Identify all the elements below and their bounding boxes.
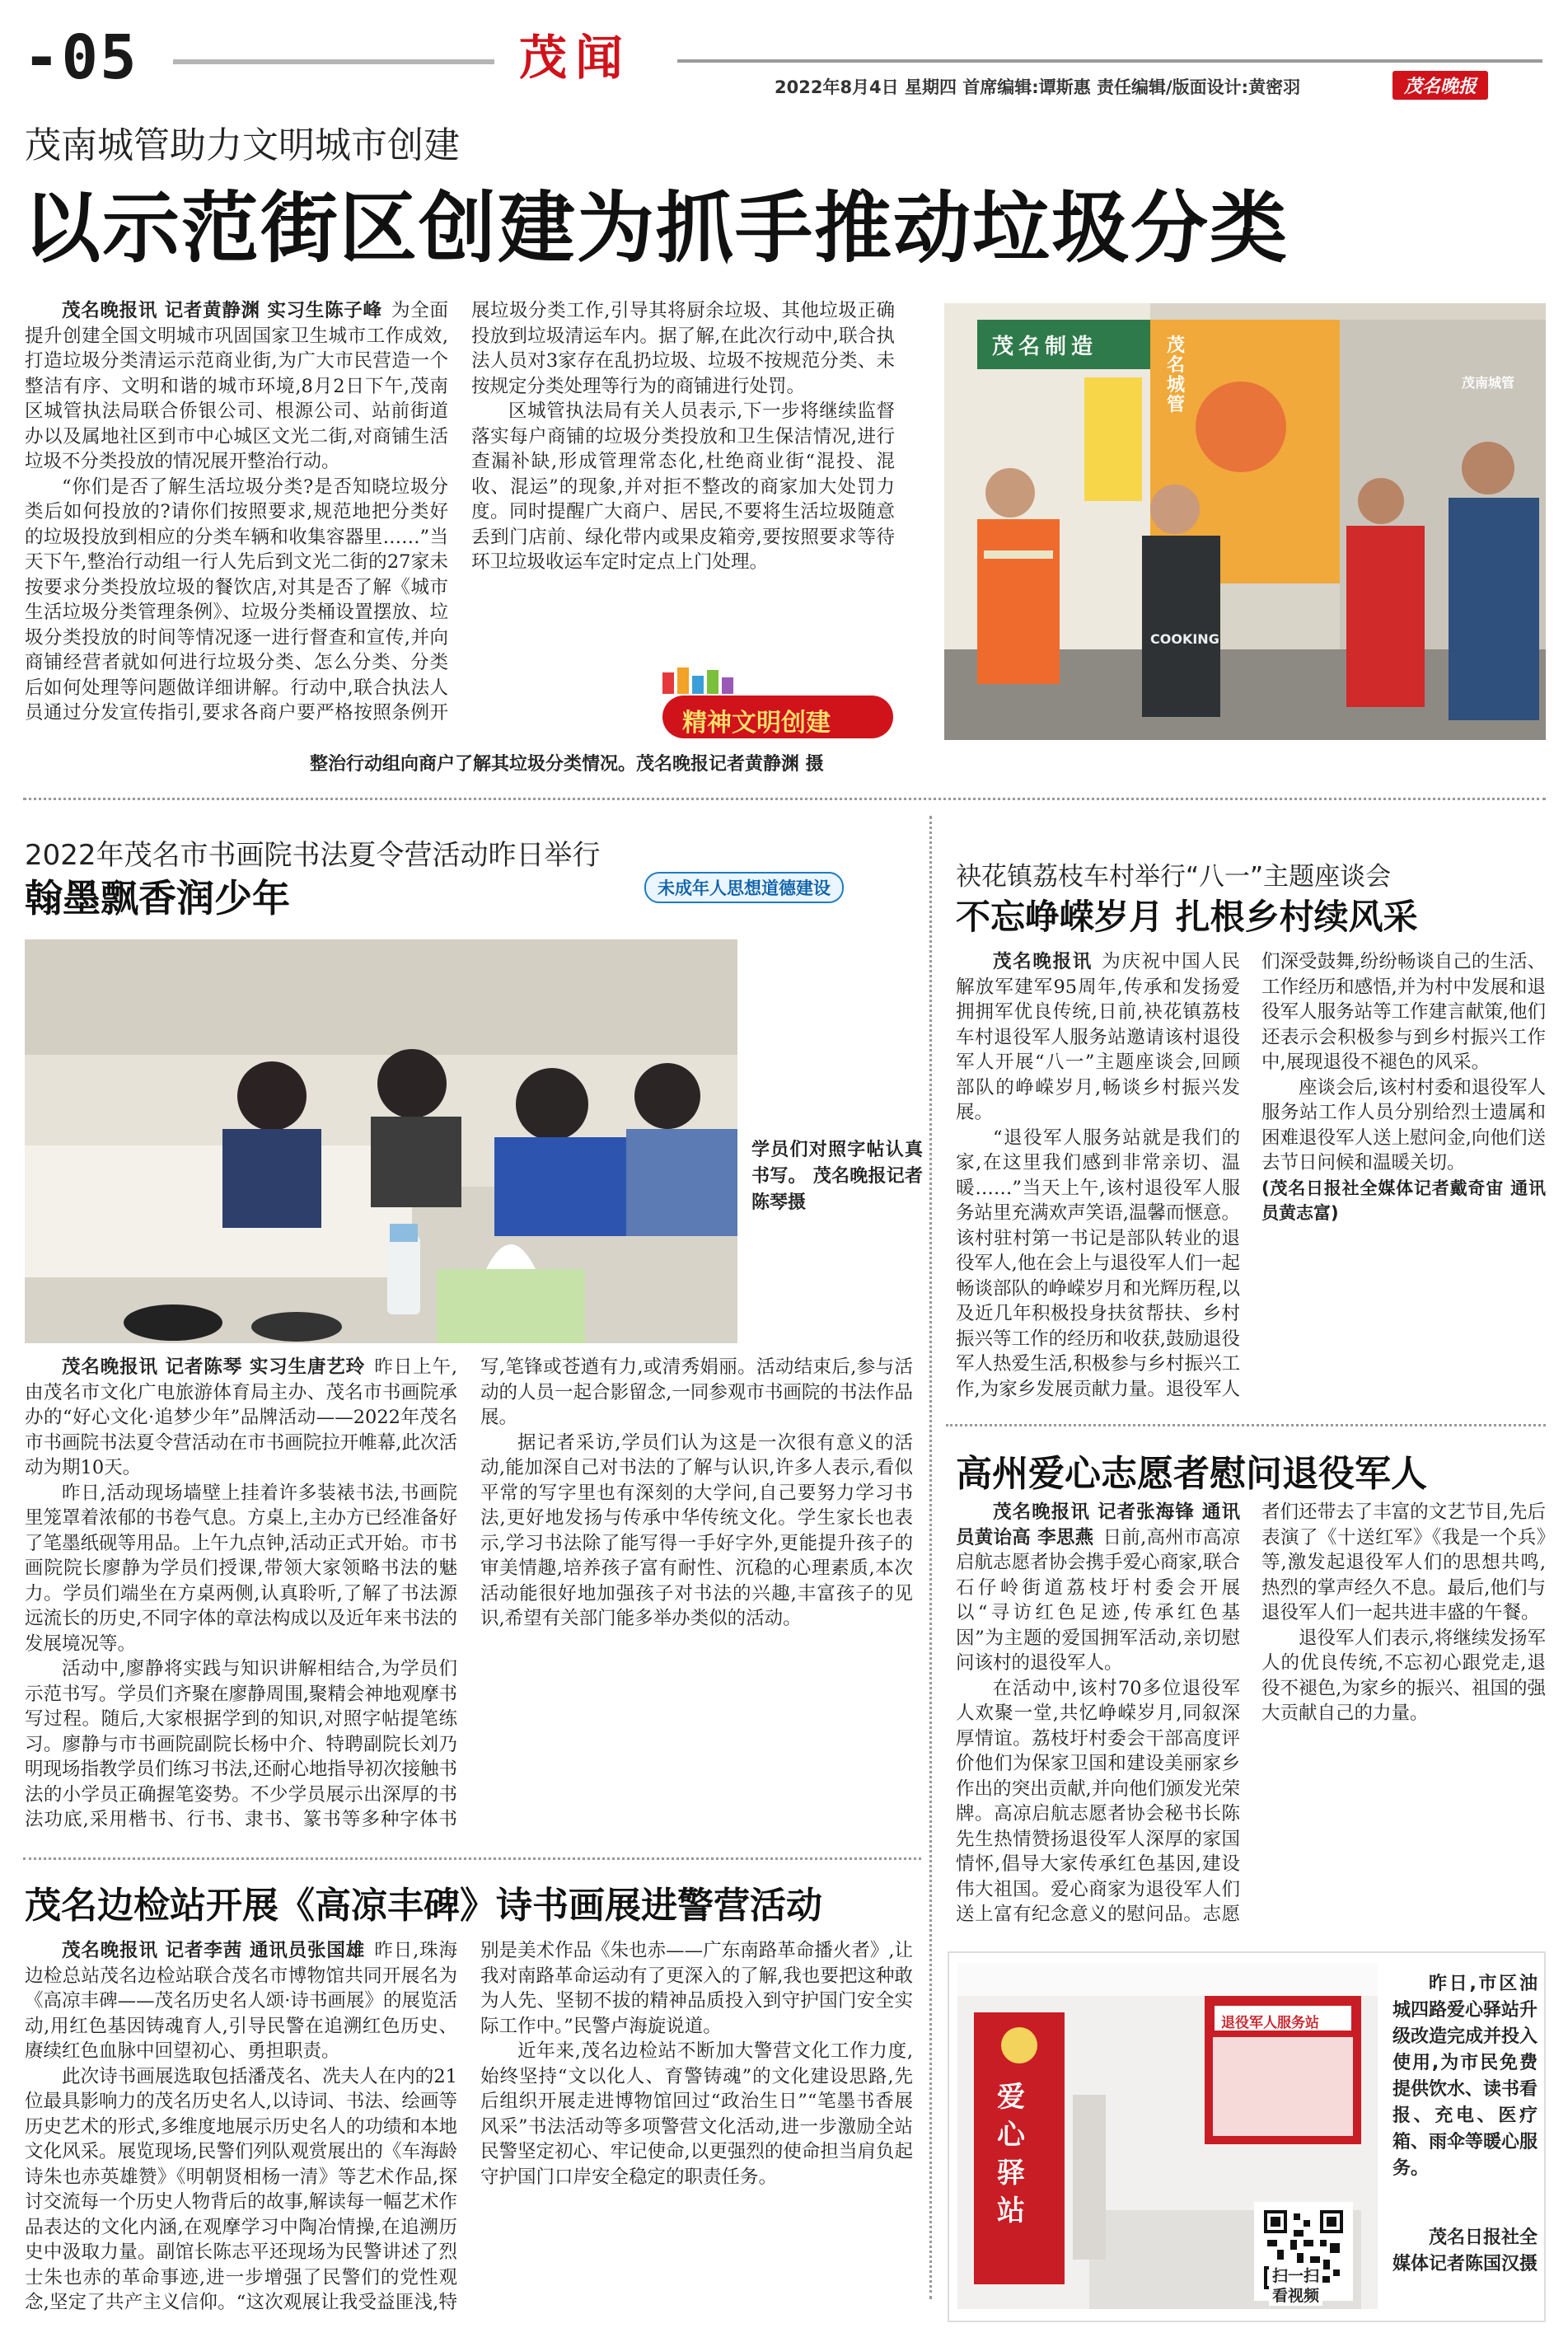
calligraphy-caption: 学员们对照字帖认真书写。 茂名晚报记者陈琴摄 <box>751 1140 923 1213</box>
post-station-caption: 昨日,市区油城四路爱心驿站升级改造完成并投入使用,为市民免费提供饮水、读书看报、充电、医疗箱、雨伞等暖心服务。 <box>1392 1974 1538 2179</box>
border-headline: 茂名边检站开展《高凉丰碑》诗书画展进警营活动 <box>25 1885 822 1927</box>
page-number: -05 <box>23 22 138 93</box>
masthead-rule-left <box>173 59 494 64</box>
bayi-paragraph: “退役军人服务站就是我们的家,在这里我们感到非常亲切、温暖……”当天上午,该村退役军人服务站里充满欢声笑语,温馨而惬意。该村驻村第一书记是部队转业的退役军人,他在会上与退役军人们一起畅谈部队的峥嵘岁月和光辉历程,以及近几年积极投身扶贫帮扶、乡村振兴等工作的经历和收获,鼓励退役军人热爱生活,积极参与乡村振兴工作,为家乡发展贡献力量。退役军人们深受鼓舞,纷纷畅谈自己的生活、工作经历和感悟,并为村中发展和退役军人服务站等工作建言献策,他们还表示会积极参与到乡村振兴工作中,展现退役不褪色的风采。 <box>956 951 1546 1400</box>
bayi-body <box>956 949 1546 1408</box>
bayi-paragraph: 座谈会后,该村村委和退役军人服务站工作人员分别给烈士遗属和困难退役军人送上慰问金,向他们送去节日问候和温暖关切。 <box>1261 1076 1546 1173</box>
calligraphy-byline: 茂名晚报讯 记者陈琴 实习生唐艺玲 <box>62 1356 366 1378</box>
qr-label: 扫一扫 <box>1269 2266 1322 2286</box>
photo-vest-text: COOKING <box>1150 631 1219 647</box>
qr-label: 看视频 <box>1269 2286 1322 2306</box>
calligraphy-tag: 未成年人思想道德建设 <box>644 872 844 903</box>
bayi-kicker: 袂花镇荔枝车村举行“八一”主题座谈会 <box>956 862 1392 892</box>
bayi-source: (茂名日报社全媒体记者戴奇宙 通讯员黄志富) <box>1261 1178 1546 1223</box>
lead-paragraph: “你们是否了解生活垃圾分类?是否知晓垃圾分类后如何投放的?请你们按照要求,规范地把分类好的垃圾投放到相应的分类车辆和收集容器里……”当天下午,整治行动组一行人先后到文光二街的27家未按要求分类投放垃圾的餐饮店,对其是否了解《城市生活垃圾分类管理条例》、垃圾分类桶设置摆放、垃圾分类投放的时间等情况逐一进行督查和宣传,并向商铺经营者就如何进行垃圾分类、怎么分类、分类后如何处理等问题做详细讲解。行动中,联合执法人员通过分发宣传指引,要求各商户要严格按照条例开展垃圾分类工作,引导其将厨余垃圾、其他垃圾正确投放到垃圾清运车内。据了解,在此次行动中,联合执法人员对3家存在乱扔垃圾、垃圾不按规范分类、未按规定分类处理等行为的商铺进行处罚。 <box>25 300 895 724</box>
calligraphy-paragraph: 据记者采访,学员们认为这是一次很有意义的活动,能加深自己对书法的了解与认识,许多人表示,看似平常的写字里也有深刻的大学问,自己要努力学习书法,更好地发扬与传承中华传统文化。学生家长也表示,学习书法除了能写得一手好字外,更能提升孩子的审美情趣,培养孩子富有耐性、沉稳的心理素质,本次活动能很好地加强孩子对书法的兴趣,丰富孩子的见识,希望有关部门能多举办类似的活动。 <box>480 1431 913 1629</box>
photo-sign: 茂名制造 <box>992 335 1098 359</box>
bayi-headline: 不忘峥嵘岁月 扎根乡村续风采 <box>956 897 1418 937</box>
lead-paragraph: 为全面提升创建全国文明城市巩固国家卫生城市工作成效,打造垃圾分类清运示范商业街,为广大市民营造一个整洁有序、文明和谐的城市环境,8月2日下午,茂南区城管执法局联合侨银公司、根源公司、站前街道办以及属地社区到市中心城区文光二街,对商铺生活垃圾不分类投放的情况展开整治行动。 <box>25 300 448 472</box>
calligraphy-paragraph: 昨日上午,由茂名市文化广电旅游体育局主办、茂名市书画院承办的“好心文化·追梦少年”品牌活动——2022年茂名市书画院书法夏令营活动在市书画院拉开帷幕,此次活动为期10天。 <box>25 1356 458 1478</box>
street-inspection-photo-icon <box>944 303 1546 740</box>
masthead-rule-right <box>677 59 1542 63</box>
border-paragraph: 昨日,珠海边检总站茂名边检站联合茂名市博物馆共同开展名为《高凉丰碑——茂名历史名人颂·诗书画展》的展览活动,用红色基因铸魂育人,引导民警在追溯红色历史、赓续红色血脉中回望初心、勇担职责。 <box>25 1940 458 2062</box>
lead-paragraph: 区城管执法局有关人员表示,下一步将继续监督落实每户商铺的垃圾分类投放和卫生保洁情况,进行查漏补缺,形成管理常态化,杜绝商业街“混投、混收、混运”的现象,并对拒不整改的商家加大处罚力度。同时提醒广大商户、居民,不要将生活垃圾随意丢到门店前、绿化带内或果皮箱旁,要按照要求等待环卫垃圾收运车定时定点上门处理。 <box>471 400 895 573</box>
lead-caption: 整治行动组向商户了解其垃圾分类情况。茂名晚报记者黄静渊 摄 <box>310 754 824 775</box>
divider <box>23 1857 921 1860</box>
post-station-photo <box>957 1963 1378 2309</box>
calligraphy-photo <box>25 939 737 1343</box>
newspaper-logo: 茂名晚报 <box>1392 71 1488 100</box>
column-divider <box>929 816 932 2299</box>
badge-label: 精神文明创建 <box>682 709 831 738</box>
lead-headline: 以示范街区创建为抓手推动垃圾分类 <box>23 184 1290 274</box>
lead-photo <box>944 303 1546 740</box>
calligraphy-body <box>25 1355 913 1849</box>
calligraphy-paragraph: 昨日,活动现场墙壁上挂着许多装裱书法,书画院里笼罩着浓郁的书卷气息。方桌上,主办方已经准备好了笔墨纸砚等用品。上午九点钟,活动正式开始。市书画院院长廖静为学员们授课,带领大家领略书法的魅力。学员们端坐在方桌两侧,认真聆听,了解了书法源远流长的历史,不同字体的章法构成以及近年来书法的发展境况等。 <box>25 1482 457 1655</box>
calligraphy-class-photo-icon <box>25 939 737 1343</box>
lead-byline: 茂名晚报讯 记者黄静渊 实习生陈子峰 <box>62 300 382 321</box>
border-paragraph: 近年来,茂名边检站不断加大警营文化工作力度,始终坚持“文以化人、育警铸魂”的文化建设思路,先后组织开展走进博物馆回过“政治生日”“笔墨书香展风采”书法活动等多项警营文化活动,进一步激励全站民警坚定初心、牢记使命,以更强烈的使命担当肩负起守护国门口岸安全稳定的职责任务。 <box>480 2040 913 2188</box>
divider <box>23 798 1546 800</box>
gaozhou-byline: 茂名晚报讯 记者张海锋 通讯员黄诒高 李思燕 <box>956 1501 1240 1548</box>
bayi-byline: 茂名晚报讯 <box>993 951 1093 972</box>
divider <box>946 1424 1546 1426</box>
border-body <box>25 1938 913 2319</box>
gaozhou-paragraph: 日前,高州市高凉启航志愿者协会携手爱心商家,联合石仔岭街道荔枝圩村委会开展以“寻访红色足迹,传承红色基因”为主题的爱国拥军活动,亲切慰问该村的退役军人。 <box>956 1526 1240 1674</box>
post-station-credit: 茂名日报社全媒体记者陈国汉摄 <box>1392 2227 1538 2274</box>
calligraphy-headline: 翰墨飘香润少年 <box>25 876 290 920</box>
post-station-board: 退役军人服务站 <box>1221 2015 1319 2031</box>
calligraphy-kicker: 2022年茂名市书画院书法夏令营活动昨日举行 <box>25 839 601 872</box>
section-title: 茂闻 <box>519 30 632 86</box>
civilization-badge <box>659 666 898 742</box>
bayi-paragraph: 为庆祝中国人民解放军建军95周年,传承和发扬爱拥拥军优良传统,日前,袂花镇荔枝车村退役军人服务站邀请该村退役军人开展“八一”主题座谈会,回顾部队的峥嵘岁月,畅谈乡村振兴发展。 <box>956 951 1240 1123</box>
photo-badge: 茂南城管 <box>1462 375 1515 391</box>
calligraphy-paragraph: 活动中,廖静将实践与知识讲解相结合,为学员们示范书写。学员们齐聚在廖静周围,聚精会神地观摩书写过程。随后,大家根据学到的知识,对照字帖提笔练习。廖静与市书画院副院长杨中介、特聘副院长刘乃明现场指教学员们练习书法,还耐心地指导初次接触书法的小学员正确握笔姿势。不少学员展示出深厚的书法功底,采用楷书、行书、隶书、篆书等多种字体书写,笔锋或苍遒有力,或清秀娟丽。活动结束后,参与活动的人员一起合影留念,一同参观市书画院的书法作品展。 <box>25 1356 913 1830</box>
border-byline: 茂名晚报讯 记者李茜 通讯员张国雄 <box>62 1940 366 1961</box>
gaozhou-paragraph: 在活动中,该村70多位退役军人欢聚一堂,共忆峥嵘岁月,同叙深厚情谊。荔枝圩村委会干部高度评价他们为保家卫国和建设美丽家乡作出的突出贡献,并向他们颁发光荣牌。高凉启航志愿者协会秘书长陈先生热情赞扬退役军人深厚的家国情怀,倡导大家传承红色基因,建设伟大祖国。爱心商家为退役军人们送上富有纪念意义的慰问品。志愿者们还带去了丰富的文艺节目,先后表演了《十送红军》《我是一个兵》等,激发起退役军人们的思想共鸣,热烈的掌声经久不息。最后,他们与退役军人们一起共进丰盛的午餐。 <box>956 1501 1546 1925</box>
lead-kicker: 茂南城管助力文明城市创建 <box>25 124 460 166</box>
gaozhou-body <box>956 1500 1546 1928</box>
post-station-sign: 爱心驿站 <box>997 2081 1025 2227</box>
edition-line: 2022年8月4日 星期四 首席编辑:谭斯惠 责任编辑/版面设计:黄密羽 <box>775 77 1301 97</box>
gaozhou-paragraph: 退役军人们表示,将继续发扬军人的优良传统,不忘初心跟党走,退役不褪色,为家乡的振兴、祖国的强大贡献自己的力量。 <box>1261 1627 1546 1724</box>
masthead <box>0 0 1568 99</box>
border-paragraph: 此次诗书画展选取包括潘茂名、冼夫人在内的21位最具影响力的茂名历史名人,以诗词、书法、绘画等历史艺术的形式,多维度地展示历史名人的功绩和本地文化风采。展览现场,民警们列队观赏展出的《车海龄诗朱也赤英雄赞》《明朝贤相杨一清》等艺术作品,探讨交流每一个历史人物背后的故事,解读每一幅艺术作品表达的文化内涵,在观摩学习中陶冶情操,在追溯历史中汲取力量。副馆长陈志平还现场为民警讲述了烈士朱也赤的革命事迹,进一步增强了民警们的党性观念,坚定了共产主义信仰。“这次观展让我受益匪浅,特别是美术作品《朱也赤——广东南路革命播火者》,让我对南路革命运动有了更深入的了解,我也要把这种敢为人先、坚韧不拔的精神品质投入到守护国门安全实际工作中。”民警卢海旋说道。 <box>25 1940 913 2313</box>
gaozhou-headline: 高州爱心志愿者慰问退役军人 <box>956 1453 1427 1495</box>
photo-poster: 茂名城管 <box>1167 335 1186 415</box>
